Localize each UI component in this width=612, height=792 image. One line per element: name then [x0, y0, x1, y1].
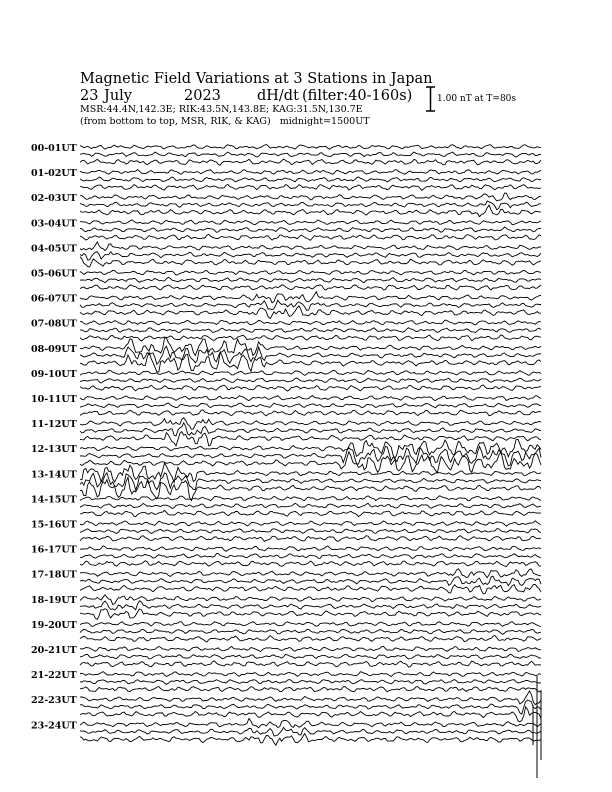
trace-rik: [80, 403, 541, 408]
trace-rik: [80, 601, 541, 610]
trace-rik: [80, 252, 541, 260]
hour-label: 03-04UT: [31, 218, 77, 230]
trace-rik: [80, 423, 541, 436]
trace-rik: [80, 554, 541, 559]
trace-kag: [80, 242, 541, 251]
hour-labels: [31, 143, 77, 731]
trace-rik: [80, 503, 541, 508]
trace-rik: [80, 700, 541, 714]
trace-rik: [80, 378, 541, 383]
scale-label: 1.00 nT at T=80s: [437, 94, 517, 104]
trace-rik: [80, 680, 541, 685]
hour-label: 09-10UT: [31, 368, 77, 380]
trace-rik: [80, 654, 541, 659]
trace-rik: [80, 227, 541, 232]
trace-rik: [80, 177, 541, 182]
trace-kag: [80, 220, 541, 225]
trace-rik: [80, 576, 541, 586]
trace-rik: [80, 727, 541, 736]
hour-label: 10-11UT: [31, 394, 77, 405]
trace-msr: [80, 687, 541, 693]
hour-label: 14-15UT: [31, 494, 77, 506]
trace-kag: [80, 320, 541, 325]
trace-msr: [80, 335, 541, 341]
quantity-label: dH/dt: [257, 88, 299, 104]
hour-label: 15-16UT: [31, 519, 77, 531]
trace-msr: [80, 184, 541, 190]
hour-label: 02-03UT: [31, 193, 77, 205]
trace-msr: [80, 584, 541, 593]
trace-kag: [80, 546, 541, 551]
trace-kag: [80, 170, 541, 175]
hour-label: 22-23UT: [31, 695, 77, 707]
trace-msr: [80, 561, 541, 567]
hour-label: 18-19UT: [31, 594, 77, 606]
trace-kag: [80, 418, 541, 430]
filter-label: (filter:40-160s): [302, 88, 413, 104]
hour-label: 06-07UT: [31, 293, 77, 305]
trace-rik: [80, 328, 541, 333]
stations-line: MSR:44.4N,142.3E; RIK:43.5N,143.8E; KAG:31.5N,130.7E: [80, 104, 363, 115]
hour-label: 23-24UT: [31, 720, 77, 732]
hour-label: 20-21UT: [31, 645, 77, 656]
trace-msr: [80, 432, 541, 446]
trace-msr: [80, 234, 541, 240]
hour-label: 04-05UT: [31, 243, 77, 255]
hour-label: 17-18UT: [31, 569, 77, 581]
order-note: (from bottom to top, MSR, RIK, & KAG): [80, 116, 271, 127]
trace-msr: [80, 159, 541, 165]
trace-rik: [80, 300, 541, 310]
trace-kag: [80, 396, 541, 401]
trace-msr: [80, 285, 541, 290]
hour-label: 13-14UT: [31, 469, 77, 481]
trace-kag: [80, 595, 541, 605]
trace-msr: [80, 257, 541, 267]
trace-msr: [80, 636, 541, 643]
trace-kag: [80, 193, 541, 201]
trace-kag: [80, 622, 541, 627]
hour-label: 16-17UT: [31, 544, 77, 556]
trace-rik: [80, 529, 541, 534]
trace-rik: [80, 277, 541, 282]
trace-msr: [80, 205, 541, 217]
traces: [80, 145, 541, 779]
trace-kag: [80, 145, 541, 150]
trace-rik: [80, 473, 541, 490]
trace-rik: [80, 201, 541, 210]
trace-kag: [80, 521, 541, 526]
hour-label: 01-02UT: [31, 168, 77, 180]
trace-msr: [80, 734, 541, 746]
trace-kag: [80, 292, 541, 303]
trace-rik: [80, 152, 541, 157]
date-day: 23: [80, 88, 99, 104]
trace-kag: [80, 370, 541, 375]
trace-msr: [80, 609, 541, 620]
trace-msr: [80, 510, 541, 516]
trace-rik: [80, 446, 541, 465]
hour-label: 08-09UT: [31, 343, 77, 355]
hour-label: 00-01UT: [31, 143, 77, 154]
trace-msr: [80, 410, 541, 416]
hour-label: 07-08UT: [31, 318, 77, 330]
hour-label: 21-22UT: [31, 670, 77, 682]
hour-label: 19-20UT: [31, 619, 77, 631]
trace-kag: [80, 718, 541, 728]
trace-kag: [80, 496, 541, 501]
trace-kag: [80, 646, 541, 651]
trace-msr: [80, 661, 541, 667]
trace-kag: [80, 691, 541, 705]
trace-kag: [80, 270, 541, 275]
trace-kag: [80, 569, 541, 578]
trace-msr: [80, 452, 541, 473]
trace-msr: [80, 306, 541, 319]
chart-title: Magnetic Field Variations at 3 Stations in Japan: [80, 71, 433, 87]
date-year: 2023: [184, 88, 221, 104]
trace-kag: [80, 672, 541, 677]
hour-label: 05-06UT: [31, 268, 77, 280]
date-month: July: [104, 88, 132, 104]
trace-rik: [80, 629, 541, 634]
trace-msr: [80, 385, 541, 391]
trace-msr: [80, 536, 541, 542]
midnight-note: midnight=1500UT: [279, 116, 370, 127]
hour-label: 12-13UT: [31, 444, 77, 456]
hour-label: 11-12UT: [31, 419, 77, 431]
trace-msr: [80, 707, 541, 722]
trace-rik: [80, 346, 541, 364]
